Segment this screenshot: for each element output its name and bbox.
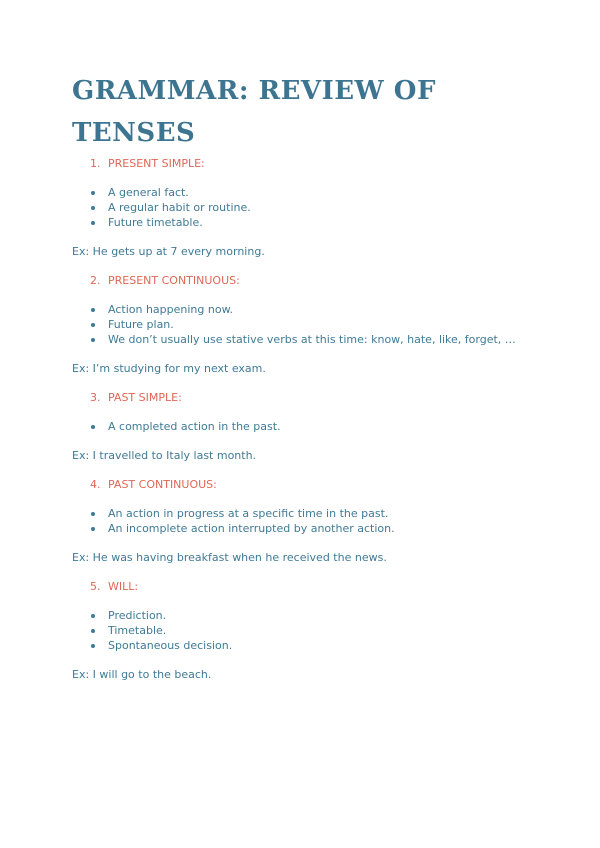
section-heading [72,273,542,288]
section-heading [72,477,542,492]
section-present-simple [72,156,542,259]
bullet-icon [91,425,95,429]
section-heading [72,579,542,594]
bullet-icon [91,221,95,225]
list-item: Timetable. [72,623,542,638]
list-item: A general fact. [72,185,542,200]
bullet-icon [91,644,95,648]
bullet-icon [91,614,95,618]
bullet-icon [91,338,95,342]
list-item: A regular habit or routine. [72,200,542,215]
example-sentence: Ex: I’m studying for my next exam. [72,362,266,375]
section-heading-text: PAST SIMPLE: [108,391,182,404]
section-heading [72,156,542,171]
list-item: Action happening now. [72,302,542,317]
section-number: 1. [90,157,101,170]
list-item: Future timetable. [72,215,542,230]
list-item: An action in progress at a specific time in the past. [72,506,542,521]
example-sentence: Ex: I travelled to Italy last month. [72,449,257,462]
bullet-list [72,302,542,347]
bullet-list [72,506,542,536]
section-heading-text: PRESENT SIMPLE: [108,157,205,170]
example-sentence: Ex: He gets up at 7 every morning. [72,245,265,258]
section-number: 2. [90,274,101,287]
list-item: We don’t usually use stative verbs at this time: know, hate, like, forget, … [72,332,542,347]
bullet-list [72,185,542,230]
bullet-list [72,419,542,434]
section-heading-text: WILL: [108,580,139,593]
bullet-icon [91,323,95,327]
section-number: 4. [90,478,101,491]
section-heading [72,390,542,405]
example-sentence: Ex: He was having breakfast when he received the news. [72,551,387,564]
example-sentence: Ex: I will go to the beach. [72,668,212,681]
list-item: Spontaneous decision. [72,638,542,653]
bullet-icon [91,629,95,633]
section-number: 3. [90,391,101,404]
bullet-icon [91,206,95,210]
section-past-simple [72,390,542,463]
list-item: Future plan. [72,317,542,332]
page-title: GRAMMAR: REVIEW OF TENSES [72,76,436,148]
bullet-icon [91,512,95,516]
section-number: 5. [90,580,101,593]
list-item: An incomplete action interrupted by another action. [72,521,542,536]
bullet-list [72,608,542,653]
list-item: A completed action in the past. [72,419,542,434]
section-past-continuous [72,477,542,565]
section-heading-text: PAST CONTINUOUS: [108,478,217,491]
bullet-icon [91,191,95,195]
document-body [72,150,542,682]
bullet-icon [91,527,95,531]
section-present-continuous [72,273,542,376]
section-heading-text: PRESENT CONTINUOUS: [108,274,240,287]
section-will [72,579,542,682]
list-item: Prediction. [72,608,542,623]
bullet-icon [91,308,95,312]
